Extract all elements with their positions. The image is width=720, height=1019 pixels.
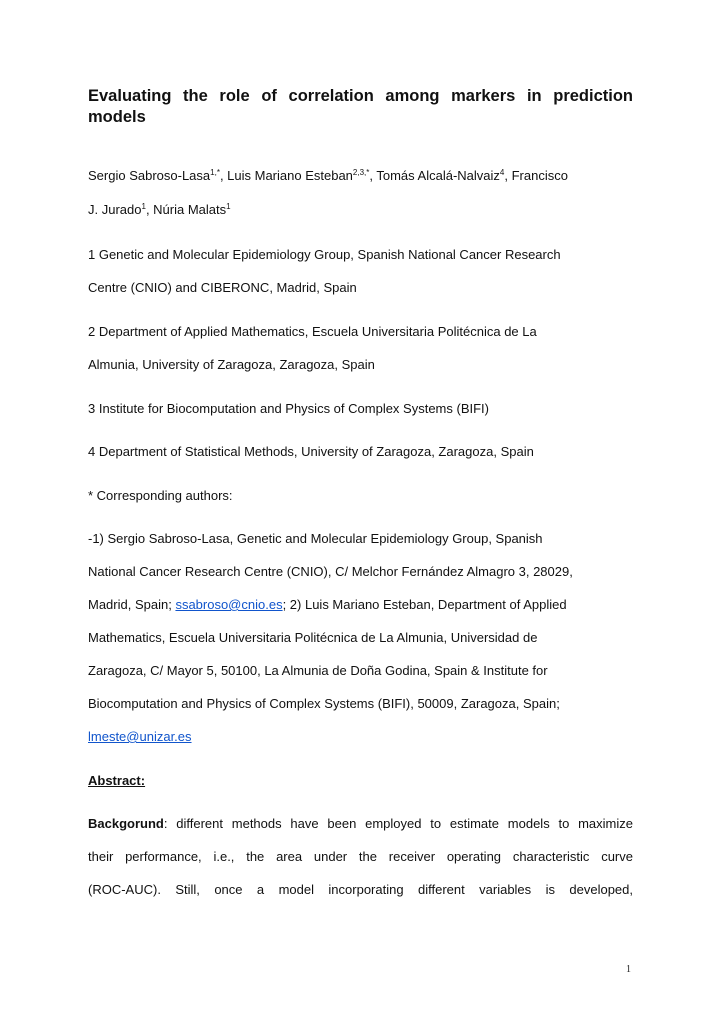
author-affiliation-sup: 1,* bbox=[210, 168, 220, 177]
author-affiliation-sup: 4 bbox=[499, 168, 505, 177]
corresponding-line: Biocomputation and Physics of Complex Systems (BIFI), 50009, Zaragoza, Spain; bbox=[88, 696, 560, 711]
corresponding-line: -1) Sergio Sabroso-Lasa, Genetic and Molecular Epidemiology Group, Spanish bbox=[88, 531, 543, 546]
affiliation-2: 2 Department of Applied Mathematics, Escuela Universitaria Politécnica de La bbox=[88, 324, 537, 339]
affiliation-1-continued: Centre (CNIO) and CIBERONC, Madrid, Spain bbox=[88, 280, 357, 295]
email-link-ssabroso[interactable]: ssabroso@cnio.es bbox=[175, 597, 283, 612]
abstract-line: their performance, i.e., the area under the receiver operating characteristic curve bbox=[88, 849, 633, 864]
affiliation-1: 1 Genetic and Molecular Epidemiology Group, Spanish National Cancer Research bbox=[88, 247, 561, 262]
author-name: , Núria Malats bbox=[145, 202, 227, 217]
corresponding-text: Madrid, Spain; bbox=[88, 597, 176, 612]
author-line-2 bbox=[88, 202, 231, 218]
author-name: , Tomás Alcalá-Nalvaiz bbox=[369, 168, 500, 183]
affiliation-3: 3 Institute for Biocomputation and Physics of Complex Systems (BIFI) bbox=[88, 401, 489, 416]
author-name: Sergio Sabroso-Lasa bbox=[88, 168, 211, 183]
email-link-lmeste[interactable]: lmeste@unizar.es bbox=[88, 729, 192, 744]
corresponding-label: * Corresponding authors: bbox=[88, 488, 233, 503]
corresponding-line: Zaragoza, C/ Mayor 5, 50100, La Almunia de Doña Godina, Spain & Institute for bbox=[88, 663, 548, 678]
corresponding-line: Mathematics, Escuela Universitaria Politécnica de La Almunia, Universidad de bbox=[88, 630, 538, 645]
author-affiliation-sup: 1 bbox=[141, 202, 146, 211]
affiliation-2-continued: Almunia, University of Zaragoza, Zaragoza, Spain bbox=[88, 357, 375, 372]
author-line-1 bbox=[88, 168, 568, 184]
author-affiliation-sup: 1 bbox=[226, 202, 231, 211]
affiliation-4: 4 Department of Statistical Methods, University of Zaragoza, Zaragoza, Spain bbox=[88, 444, 534, 459]
abstract-background-label: Backgorund bbox=[88, 816, 164, 831]
corresponding-line: National Cancer Research Centre (CNIO), C/ Melchor Fernández Almagro 3, 28029, bbox=[88, 564, 573, 579]
corresponding-line bbox=[88, 597, 567, 613]
corresponding-line bbox=[88, 729, 192, 745]
page-number: 1 bbox=[626, 964, 631, 975]
author-affiliation-sup: 2,3,* bbox=[352, 168, 370, 177]
abstract-heading: Abstract: bbox=[88, 773, 146, 788]
abstract-line bbox=[88, 816, 633, 832]
author-name: , Francisco bbox=[504, 168, 568, 183]
abstract-text: : different methods have been employed to estimate models to maximize bbox=[163, 816, 633, 831]
author-name: J. Jurado bbox=[88, 202, 142, 217]
author-name: , Luis Mariano Esteban bbox=[219, 168, 353, 183]
paper-title: Evaluating the role of correlation among markers in prediction models bbox=[88, 87, 633, 126]
abstract-line: (ROC-AUC). Still, once a model incorporating different variables is developed, bbox=[88, 882, 633, 897]
corresponding-text: ; 2) Luis Mariano Esteban, Department of Applied bbox=[282, 597, 567, 612]
